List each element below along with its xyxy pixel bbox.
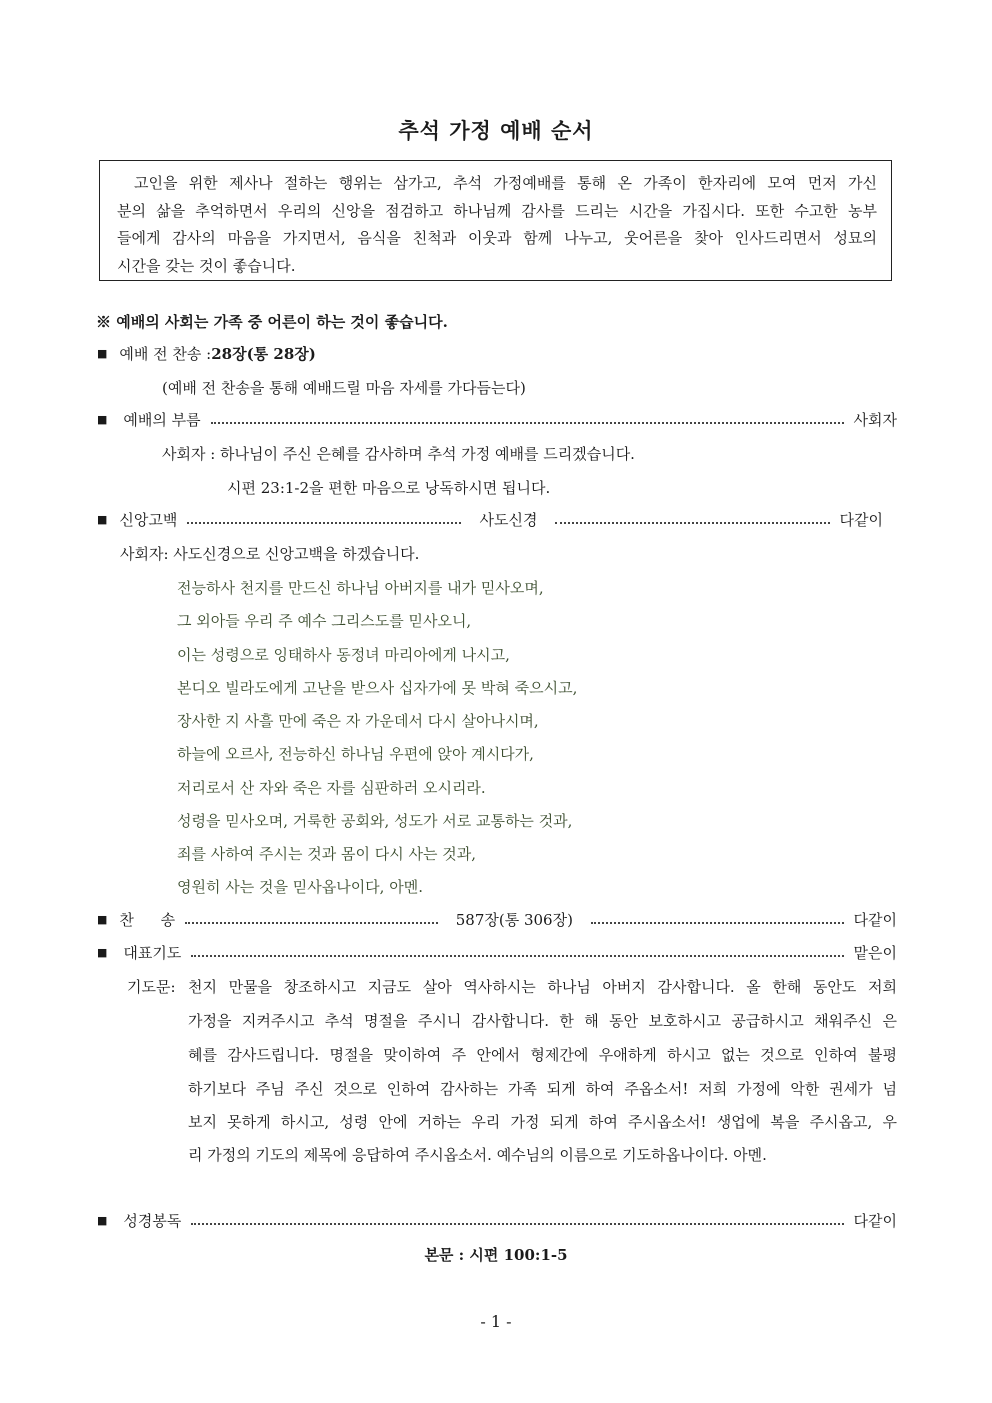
creed-middle: 사도신경	[479, 511, 538, 529]
leader-dots	[191, 955, 843, 957]
prayer-who: 맡은이	[853, 944, 897, 962]
page-title: 추석 가정 예배 순서	[398, 118, 594, 143]
creed-row	[97, 510, 883, 530]
prayer-line: 리 가정의 기도의 제목에 응답하여 주시옵소서. 예수님의 이름으로 기도하옵나이다. 아멘.	[188, 1146, 767, 1164]
bullet-icon: ■	[97, 347, 108, 360]
bullet-icon: ■	[97, 946, 108, 959]
leader-dots	[211, 422, 844, 424]
intro-line: 고인을 위한 제사나 절하는 행위는 삼가고, 추석 가정예배를 통해 온 가족이 한자리에 모여 먼저 가신	[134, 174, 877, 192]
creed-intro: 사회자: 사도신경으로 신앙고백을 하겠습니다.	[120, 545, 420, 563]
call-row	[97, 410, 897, 430]
hymn-before-value: 28장(통 28장)	[211, 345, 316, 363]
prayer-prefix: 기도문:	[127, 978, 176, 996]
bullet-icon: ■	[97, 913, 108, 926]
intro-line: 들에게 감사의 마음을 가지면서, 음식을 친척과 이웃과 함께 나누고, 웃어른을 찾아 인사드리면서 성묘의	[117, 229, 877, 247]
bullet-icon: ■	[97, 413, 108, 426]
hymn-before-note: (예배 전 찬송을 통해 예배드릴 마음 자세를 가다듬는다)	[162, 379, 526, 397]
hymn-middle: 587장(통 306장)	[455, 911, 573, 929]
intro-line: 분의 삶을 추억하면서 우리의 신앙을 점검하고 하나님께 감사를 드리는 시간을 가집시다. 또한 수고한 농부	[117, 201, 877, 220]
creed-line: 하늘에 오르사, 전능하신 하나님 우편에 앉아 계시다가,	[177, 745, 534, 763]
leader-dots	[185, 922, 438, 924]
intro-line: 시간을 갖는 것이 좋습니다.	[117, 256, 296, 275]
creed-line: 저리로서 산 자와 죽은 자를 심판하러 오시리라.	[177, 779, 486, 797]
hymn-who: 다같이	[853, 911, 898, 929]
bullet-icon: ■	[97, 1214, 108, 1227]
call-label: 예배의 부름	[123, 411, 201, 429]
call-line: 시편 23:1-2을 편한 마음으로 낭독하시면 됩니다.	[227, 479, 551, 497]
leader-dots	[187, 522, 461, 524]
creed-line: 그 외아들 우리 주 예수 그리스도를 믿사오니,	[177, 612, 472, 630]
leader-dots	[191, 1223, 843, 1225]
creed-who: 다같이	[839, 511, 884, 529]
bullet-icon: ■	[97, 513, 108, 526]
prayer-line: 천지 만물을 창조하시고 지금도 살아 역사하시는 하나님 아버지 감사합니다. 올 한해 동안도 저희	[188, 978, 897, 996]
prayer-line: 보지 못하게 하시고, 성령 안에 거하는 우리 가정 되게 하여 주시옵소서! 생업에 복을 주시옵고, 우	[188, 1113, 897, 1131]
hymn-before-label: 예배 전 찬송 :	[119, 345, 212, 363]
creed-line: 이는 성령으로 잉태하사 동정녀 마리아에게 나시고,	[177, 646, 510, 664]
creed-line: 성령을 믿사오며, 거룩한 공회와, 성도가 서로 교통하는 것과,	[177, 812, 573, 830]
intro-box	[99, 160, 892, 281]
prayer-line: 가정을 지켜주시고 추석 명절을 주시니 감사합니다. 한 해 동안 보호하시고 공급하시고 채워주신 은	[188, 1012, 897, 1030]
creed-line: 장사한 지 사흘 만에 죽은 자 가운데서 다시 살아나시며,	[177, 712, 539, 730]
creed-line: 죄를 사하여 주시는 것과 몸이 다시 사는 것과,	[177, 845, 476, 863]
prayer-line: 혜를 감사드립니다. 명절을 맞이하여 주 안에서 형제간에 우애하게 하시고 없는 것으로 인하여 불평	[188, 1046, 897, 1064]
prayer-row	[97, 943, 897, 963]
leader-dots	[555, 522, 829, 524]
call-who: 사회자	[853, 411, 897, 429]
reading-row	[97, 1211, 897, 1231]
creed-line: 본디오 빌라도에게 고난을 받으사 십자가에 못 박혀 죽으시고,	[177, 679, 578, 697]
page-number: - 1 -	[480, 1312, 512, 1331]
creed-label: 신앙고백	[119, 511, 178, 529]
call-line: 사회자 : 하나님이 주신 은혜를 감사하며 추석 가정 예배를 드리겠습니다.	[162, 445, 635, 463]
hymn-label: 찬 송	[119, 911, 176, 929]
hymn-before-row	[97, 344, 316, 364]
prayer-line: 하기보다 주님 주신 것으로 인하여 감사하는 가족 되게 하여 주옵소서! 저희 가정에 악한 권세가 넘	[188, 1080, 897, 1098]
prayer-label: 대표기도	[123, 944, 182, 962]
reading-text: 본문 : 시편 100:1-5	[424, 1246, 568, 1264]
creed-line: 영원히 사는 것을 믿사옵나이다, 아멘.	[177, 878, 423, 896]
leader-note: ※ 예배의 사회는 가족 중 어른이 하는 것이 좋습니다.	[96, 313, 448, 331]
leader-dots	[591, 922, 844, 924]
reading-who: 다같이	[853, 1212, 897, 1230]
reading-label: 성경봉독	[123, 1212, 182, 1230]
creed-line: 전능하사 천지를 만드신 하나님 아버지를 내가 믿사오며,	[177, 579, 544, 597]
hymn-row	[97, 910, 897, 930]
